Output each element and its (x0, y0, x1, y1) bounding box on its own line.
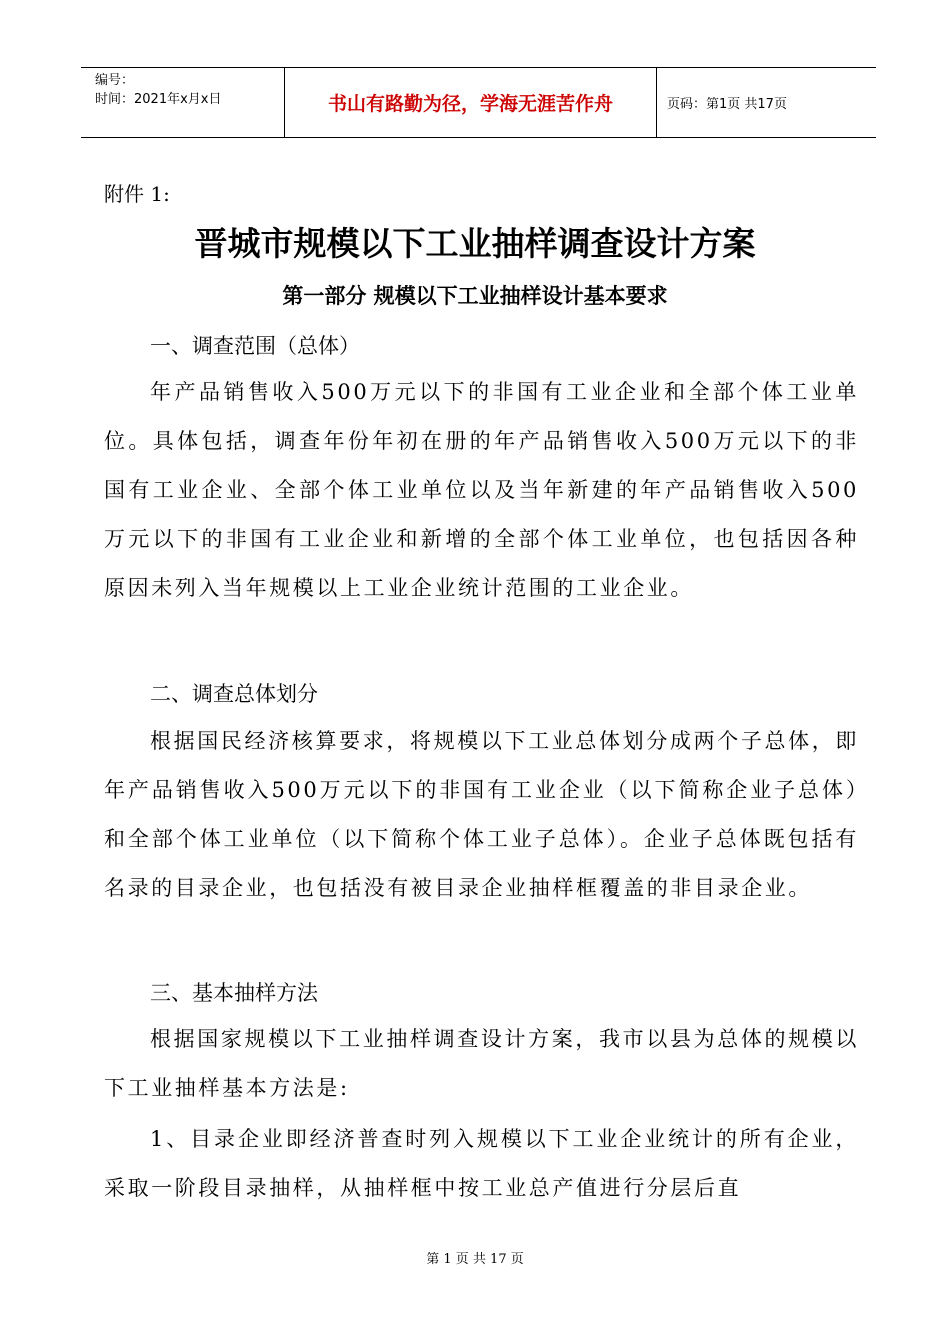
page-footer: 第 1 页 共 17 页 (426, 1252, 524, 1267)
header-page-info: 页码：第1页 共17页 (667, 97, 787, 112)
header-motto: 书山有路勤为径，学海无涯苦作舟 (285, 68, 657, 137)
body-paragraph: 根据国家规模以下工业抽样调查设计方案，我市以县为总体的规模以下工业抽样基本方法是: (104, 1027, 859, 1100)
header-time-label: 时间：2021年x月x日 (95, 92, 222, 107)
header-number-label: 编号： (95, 73, 135, 88)
body-paragraph: 根据国民经济核算要求，将规模以下工业总体划分成两个子总体，即年产品销售收入500万元以下的非国有工业企业（以下简称企业子总体）和全部个体工业单位（以下简称个体工业子总体）。企业子总体既包括有名录的目录企业，也包括没有被目录企业抽样框覆盖的非目录企业。 (104, 729, 859, 900)
section-heading: 一、调查范围（总体） (150, 334, 360, 358)
attachment-label: 附件 1: (104, 182, 170, 206)
section-heading: 三、基本抽样方法 (150, 981, 318, 1005)
body-paragraph: 年产品销售收入500万元以下的非国有工业企业和全部个体工业单位。具体包括，调查年份年初在册的年产品销售收入500万元以下的非国有工业企业、全部个体工业单位以及当年新建的年产品销售收入500万元以下的非国有工业企业和新增的全部个体工业单位，也包括因各种原因未列入当年规模以上工业企业统计范围的工业企业。 (104, 380, 859, 600)
header-table (81, 67, 876, 138)
document-title: 晋城市规模以下工业抽样调查设计方案 (194, 224, 756, 263)
body-paragraph: 1、目录企业即经济普查时列入规模以下工业企业统计的所有企业，采取一阶段目录抽样，从抽样框中按工业总产值进行分层后直 (104, 1127, 859, 1200)
document-subtitle: 第一部分 规模以下工业抽样设计基本要求 (282, 284, 668, 308)
section-heading: 二、调查总体划分 (150, 682, 318, 706)
header-meta-cell (81, 68, 285, 137)
